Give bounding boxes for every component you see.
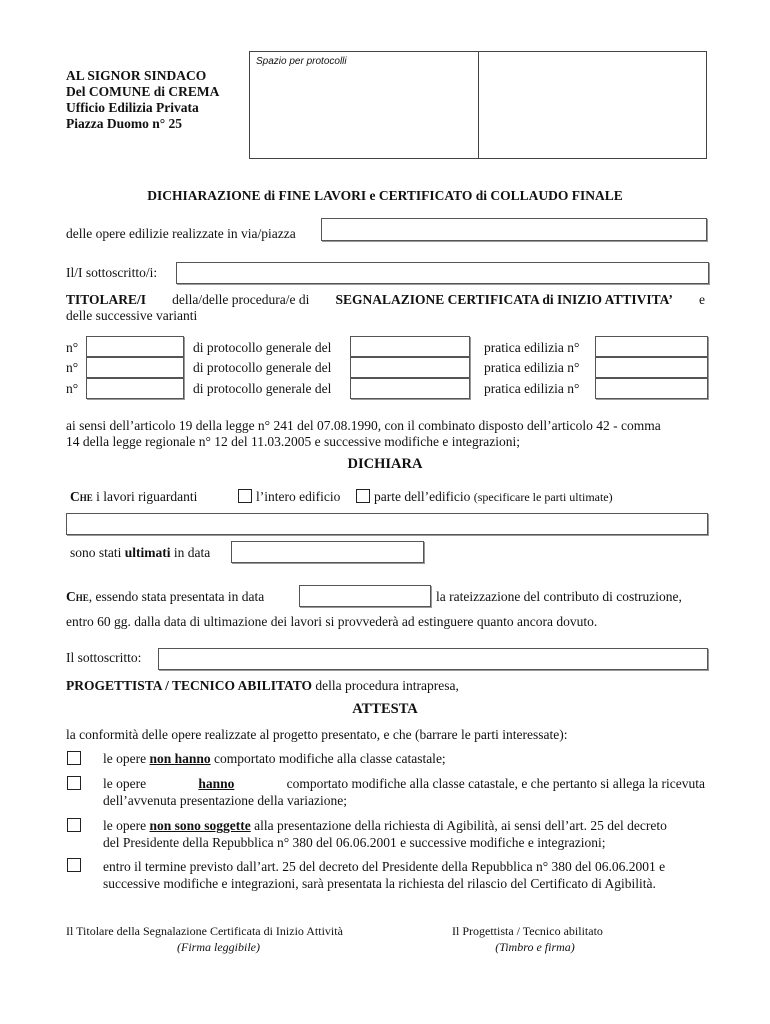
option-3-checkbox[interactable] xyxy=(67,818,81,832)
pratica-label: pratica edilizia n° xyxy=(484,381,580,396)
option-3-line-1 xyxy=(103,818,667,834)
sottoscritto-field[interactable] xyxy=(176,262,709,284)
scia-bold: SEGNALAZIONE CERTIFICATA di INIZIO ATTIVITA’ xyxy=(335,292,673,307)
rateizzazione-after: la rateizzazione del contributo di costruzione, xyxy=(436,589,682,604)
protocollo-label: di protocollo generale del xyxy=(193,360,332,375)
option-3-post: alla presentazione della richiesta di Agibilità, ai sensi dell’art. 25 del decreto xyxy=(254,818,667,833)
parti-ultimate-field[interactable] xyxy=(66,513,708,535)
option-4-line-1: entro il termine previsto dall’art. 25 del decreto del Presidente della Repubblica n° 380 del 06.06.2001 e xyxy=(103,859,666,874)
pratica-field[interactable] xyxy=(595,378,708,399)
titolare-text: della/delle procedura/e di xyxy=(172,292,310,307)
opere-label: delle opere edilizie realizzate in via/piazza xyxy=(66,226,296,241)
progettista-line xyxy=(66,678,459,694)
protocol-box-divider xyxy=(478,52,479,158)
addressee-line-2: Del COMUNE di CREMA xyxy=(66,84,220,99)
conformita-text: la conformità delle opere realizzate al progetto presentato, e che (barrare le parti interessate): xyxy=(66,727,568,742)
n-field[interactable] xyxy=(86,378,184,399)
rateizzazione-line-2: entro 60 gg. dalla data di ultimazione dei lavori si provvederà ad estinguere quanto ancora dovuto. xyxy=(66,614,598,629)
signature-right-sub: (Timbro e firma) xyxy=(495,940,575,954)
legal-ref-line-1: ai sensi dell’articolo 19 della legge n° 241 del 07.08.1990, con il combinato disposto dell’articolo 42 - comma xyxy=(66,418,661,433)
progettista-bold: PROGETTISTA / TECNICO ABILITATO xyxy=(66,678,312,693)
protocollo-date-field[interactable] xyxy=(350,357,470,378)
addressee-line-4: Piazza Duomo n° 25 xyxy=(66,116,183,131)
sottoscritto-2-field[interactable] xyxy=(158,648,708,670)
protocol-box xyxy=(249,51,707,159)
parte-edificio-label: parte dell’edificio xyxy=(374,489,471,504)
ultimati-date-field[interactable] xyxy=(231,541,424,563)
signature-left-sub: (Firma leggibile) xyxy=(177,940,260,954)
che-word: Che xyxy=(70,489,93,504)
parte-edificio-note: (specificare le parti ultimate) xyxy=(473,490,613,504)
option-2-post: comportato modifiche alla classe catastale, e che pertanto si allega la ricevuta xyxy=(286,776,705,791)
option-2-line-2: dell’avvenuta presentazione della variazione; xyxy=(103,793,348,808)
titolare-bold: TITOLARE/I xyxy=(66,292,147,307)
progettista-text: della procedura intrapresa, xyxy=(315,678,459,693)
signature-right-title: Il Progettista / Tecnico abilitato xyxy=(452,924,603,938)
rateizzazione-text: , essendo stata presentata in data xyxy=(88,589,265,604)
option-2-checkbox[interactable] xyxy=(67,776,81,790)
legal-ref-line-2: 14 della legge regionale n° 12 del 11.03.2005 e successive modifiche e integrazioni; xyxy=(66,434,521,449)
rateizzazione-line xyxy=(66,589,264,605)
option-1-emphasis: non hanno xyxy=(149,751,211,766)
option-2-line-1 xyxy=(103,776,705,792)
document-title: DICHIARAZIONE di FINE LAVORI e CERTIFICATO di COLLAUDO FINALE xyxy=(147,188,623,203)
option-3-pre: le opere xyxy=(103,818,147,833)
attesta-heading: ATTESTA xyxy=(352,701,418,717)
titolare-line xyxy=(66,292,705,308)
via-piazza-field[interactable] xyxy=(321,218,707,241)
protocollo-label: di protocollo generale del xyxy=(193,381,332,396)
titolare-e: e xyxy=(699,292,705,307)
option-4-line-2: successive modifiche e integrazioni, sarà presentata la richiesta del rilascio del Certificato di Agibilità. xyxy=(103,876,656,891)
signature-left-title: Il Titolare della Segnalazione Certificata di Inizio Attività xyxy=(66,924,343,938)
sottoscritto-label: Il/I sottoscritto/i: xyxy=(66,265,158,280)
ultimati-post: in data xyxy=(173,545,211,560)
option-2-pre: le opere xyxy=(103,776,147,791)
pratica-field[interactable] xyxy=(595,336,708,357)
option-3-line-2: del Presidente della Repubblica n° 380 del 06.06.2001 e successive modifiche e integrazioni; xyxy=(103,835,606,850)
parte-edificio-checkbox[interactable] xyxy=(356,489,370,503)
pratica-field[interactable] xyxy=(595,357,708,378)
option-1-pre: le opere xyxy=(103,751,147,766)
protocol-box-label: Spazio per protocolli xyxy=(256,56,347,67)
protocollo-date-field[interactable] xyxy=(350,378,470,399)
pratica-label: pratica edilizia n° xyxy=(484,360,580,375)
titolare-line-2: delle successive varianti xyxy=(66,308,198,323)
ultimati-pre: sono stati xyxy=(70,545,122,560)
option-4-checkbox[interactable] xyxy=(67,858,81,872)
option-1-checkbox[interactable] xyxy=(67,751,81,765)
ultimati-line xyxy=(70,545,210,561)
n-label: n° xyxy=(66,381,79,396)
intero-edificio-label: l’intero edificio xyxy=(256,489,341,504)
n-label: n° xyxy=(66,340,79,355)
option-1-post: comportato modifiche alla classe catastale; xyxy=(214,751,446,766)
addressee-line-1: AL SIGNOR SINDACO xyxy=(66,68,207,83)
option-1-text xyxy=(103,751,446,767)
intero-edificio-checkbox[interactable] xyxy=(238,489,252,503)
option-3-emphasis: non sono soggette xyxy=(149,818,251,833)
dichiara-heading: DICHIARA xyxy=(347,456,423,472)
parte-edificio-line xyxy=(374,489,613,505)
addressee-line-3: Ufficio Edilizia Privata xyxy=(66,100,199,115)
che-lavori-text: i lavori riguardanti xyxy=(96,489,198,504)
ultimati-bold: ultimati xyxy=(124,545,171,560)
presentata-date-field[interactable] xyxy=(299,585,431,607)
protocollo-date-field[interactable] xyxy=(350,336,470,357)
che-lavori-line xyxy=(70,489,197,505)
n-field[interactable] xyxy=(86,336,184,357)
n-field[interactable] xyxy=(86,357,184,378)
option-2-emphasis: hanno xyxy=(198,776,235,791)
protocollo-label: di protocollo generale del xyxy=(193,340,332,355)
sottoscritto-2-label: Il sottoscritto: xyxy=(66,650,142,665)
che-word-2: Che xyxy=(66,589,89,604)
pratica-label: pratica edilizia n° xyxy=(484,340,580,355)
n-label: n° xyxy=(66,360,79,375)
